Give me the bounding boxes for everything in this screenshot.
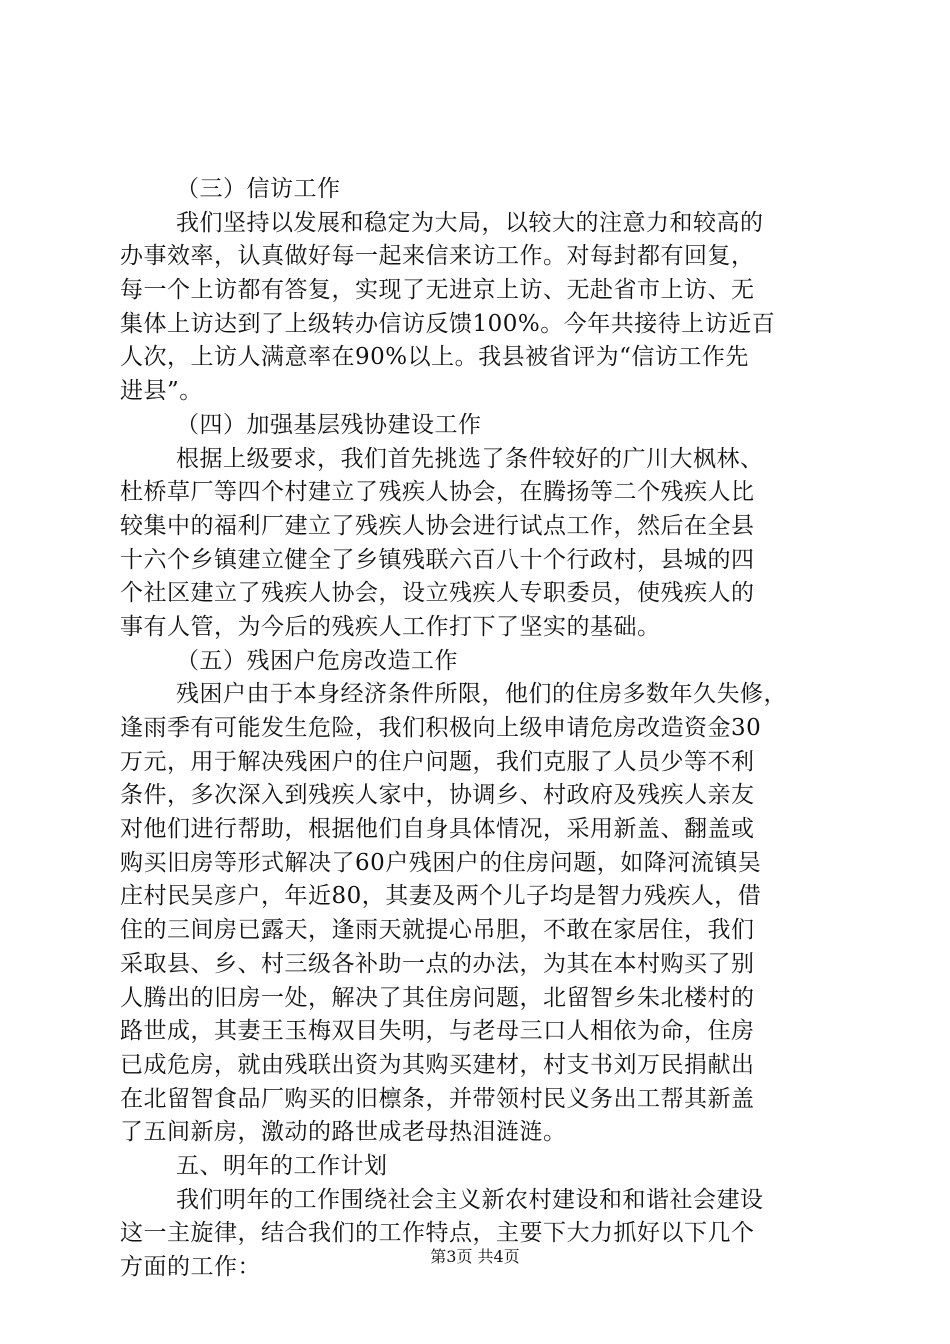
text-line: （五）残困户危房改造工作 [176, 647, 458, 674]
text-line: 进县”。 [120, 378, 203, 405]
page-footer: 第3页 共4页 [430, 1247, 520, 1266]
text-line: 方面的工作： [120, 1254, 261, 1280]
text-line: 人次，上访人满意率在90%以上。我县被省评为“信访工作先 [120, 344, 749, 371]
text-line: （四）加强基层残协建设工作 [176, 411, 482, 438]
text-line: 较集中的福利厂建立了残疾人协会进行试点工作，然后在全县 [120, 512, 755, 539]
text-line: 事有人管，为今后的残疾人工作打下了坚实的基础。 [120, 613, 661, 640]
text-line: 根据上级要求，我们首先挑选了条件较好的广川大枫林、 [176, 445, 764, 472]
document-body [120, 173, 832, 1285]
text-line: 这一主旋律，结合我们的工作特点，主要下大力抓好以下几个 [120, 1220, 755, 1247]
text-line: 残困户由于本身经济条件所限，他们的住房多数年久失修， [176, 681, 787, 708]
text-line: 办事效率，认真做好每一起来信来访工作。对每封都有回复， [120, 243, 755, 270]
text-line: 对他们进行帮助，根据他们自身具体情况，采用新盖、翻盖或 [120, 816, 755, 843]
text-line: 逢雨季有可能发生危险，我们积极向上级申请危房改造资金30 [120, 715, 762, 741]
text-line: 庄村民吴彦户，年近80，其妻及两个儿子均是智力残疾人，借 [120, 883, 762, 910]
text-line: 十六个乡镇建立健全了乡镇残联六百八十个行政村，县城的四 [120, 546, 755, 573]
text-line: 杜桥草厂等四个村建立了残疾人协会，在腾扬等二个残疾人比 [120, 479, 755, 506]
text-line: 住的三间房已露天，逢雨天就提心吊胆，不敢在家居住，我们 [120, 917, 755, 944]
text-line: 购买旧房等形式解决了60户残困户的住房问题，如降河流镇吴 [120, 849, 762, 876]
text-line: 条件，多次深入到残疾人家中，协调乡、村政府及残疾人亲友 [120, 782, 755, 809]
text-line: 五、明年的工作计划 [176, 1152, 388, 1179]
text-line: 每一个上访都有答复，实现了无进京上访、无赴省市上访、无 [120, 277, 755, 304]
text-line: 集体上访达到了上级转办信访反馈100%。今年共接待上访近百 [120, 310, 776, 337]
text-line: 我们坚持以发展和稳定为大局，以较大的注意力和较高的 [176, 209, 764, 236]
text-line: 在北留智食品厂购买的旧檩条，并带领村民义务出工帮其新盖 [120, 1085, 755, 1112]
text-line: 万元，用于解决残困户的住户问题，我们克服了人员少等不利 [120, 748, 755, 775]
text-line: 采取县、乡、村三级各补助一点的办法，为其在本村购买了别 [120, 950, 755, 977]
text-line: 了五间新房，激动的路世成老母热泪涟涟。 [120, 1119, 567, 1146]
text-line: 我们明年的工作围绕社会主义新农村建设和和谐社会建设 [176, 1186, 764, 1213]
text-line: （三）信访工作 [176, 176, 341, 202]
text-line: 人腾出的旧房一处，解决了其住房问题，北留智乡朱北楼村的 [120, 984, 755, 1011]
text-line: 个社区建立了残疾人协会，设立残疾人专职委员，使残疾人的 [120, 580, 755, 607]
text-line: 路世成，其妻王玉梅双目失明，与老母三口人相依为命，住房 [120, 1018, 755, 1045]
text-line: 已成危房，就由残联出资为其购买建材，村支书刘万民捐献出 [120, 1051, 755, 1078]
